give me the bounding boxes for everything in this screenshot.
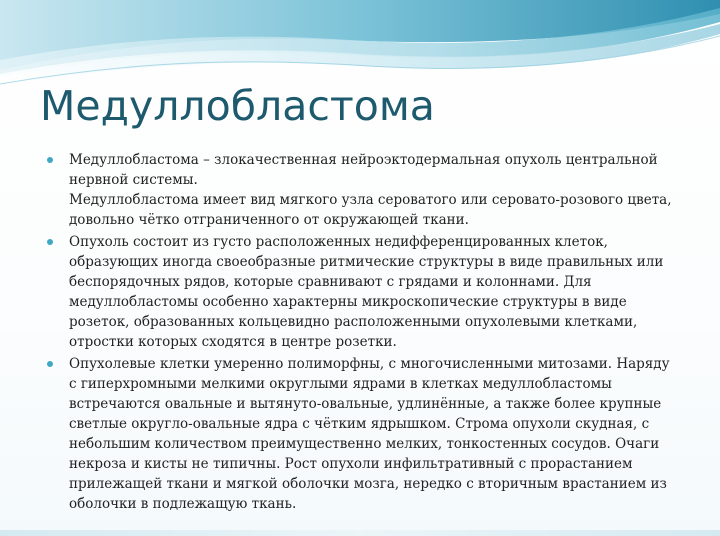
bullet-text-line: Медуллобластома имеет вид мягкого узла сероватого или серовато-розового цвета, <box>69 192 672 208</box>
bullet-text-line: Опухолевые клетки умеренно полиморфны, с многочисленными митозами. Наряду <box>69 356 670 372</box>
bullet-item <box>47 354 687 514</box>
bullet-text-line: прилежащей ткани и мягкой оболочки мозга, нередко с вторичным врастанием из <box>69 476 667 492</box>
bullet-text-line: оболочки в подлежащую ткань. <box>69 496 297 512</box>
bullet-text-line: Медуллобластома – злокачественная нейроэктодермальная опухоль центральной <box>69 152 658 168</box>
dot-icon <box>47 157 53 163</box>
bullet-text-line: образующих иногда своеобразные ритмические структуры в виде правильных или <box>69 254 664 270</box>
bullet-text-line: некроза и кисты не типичны. Рост опухоли инфильтративный с прорастанием <box>69 456 633 472</box>
bullet-text-line: с гиперхромными мелкими округлыми ядрами в клетках медуллобластомы <box>69 376 612 392</box>
bullet-text-line: беспорядочных рядов, которые сравнивают с грядами и колоннами. Для <box>69 274 592 290</box>
bullet-text-line: нервной системы. <box>69 172 198 188</box>
bullet-text-line: медуллобластомы особенно характерны микроскопические структуры в виде <box>69 294 627 310</box>
bullet-text-line: отростки которых сходятся в центре розетки. <box>69 334 397 350</box>
bullet-item <box>47 150 687 230</box>
bottom-decoration <box>0 530 720 536</box>
dot-icon <box>47 361 53 367</box>
bullet-text-line: довольно чётко отграниченного от окружающей ткани. <box>69 212 469 228</box>
bullet-text-line: Опухоль состоит из густо расположенных недифференцированных клеток, <box>69 234 608 250</box>
bullet-text-line: небольшим количеством преимущественно мелких, тонкостенных сосудов. Очаги <box>69 436 660 452</box>
dot-icon <box>47 239 53 245</box>
bullet-item <box>47 232 687 352</box>
bullet-text-line: встречаются овальные и вытянуто-овальные, удлинённые, а также более крупные <box>69 396 662 412</box>
slide-title: Медуллобластома <box>40 82 435 130</box>
bullet-list <box>47 150 687 516</box>
bullet-text-line: светлые округло-овальные ядра с чётким ядрышком. Строма опухоли скудная, с <box>69 416 650 432</box>
bullet-text-line: розеток, образованных кольцевидно расположенными опухолевыми клетками, <box>69 314 638 330</box>
